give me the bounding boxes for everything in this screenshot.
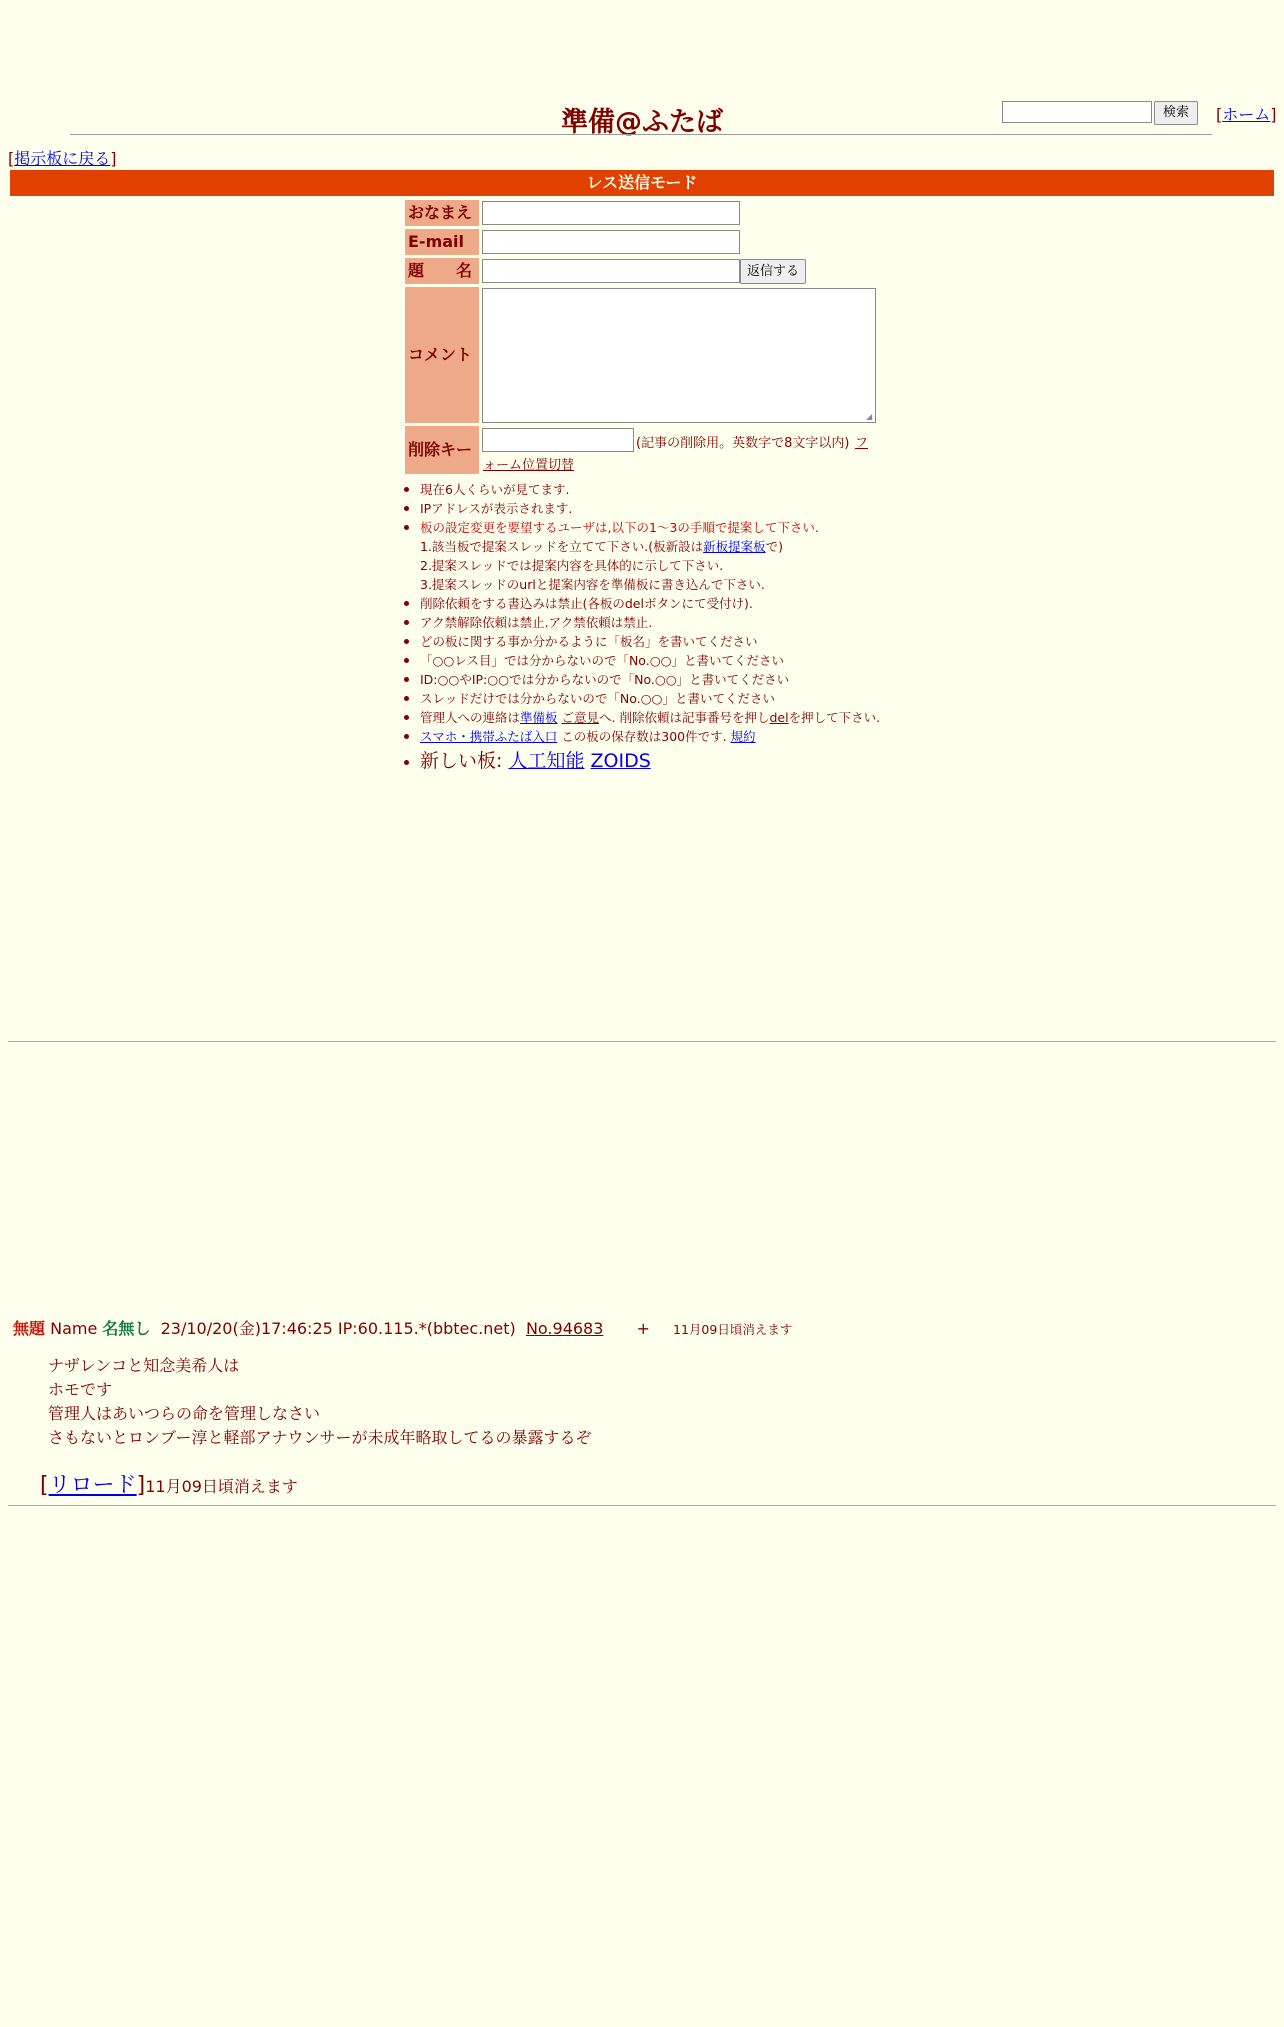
rule-text: 「○○レス目」では分からないので「No.○○」と書いてください (420, 653, 785, 668)
rule-text: 3.提案スレッドのurlと提案内容を準備板に書き込んで下さい. (420, 577, 765, 592)
list-item (404, 556, 880, 575)
bracket-close: ] (1270, 105, 1277, 124)
subject-label-b: 名 (456, 261, 475, 280)
bracket-close: ] (136, 1473, 146, 1498)
bracket-open: [ (40, 1473, 49, 1498)
rule-text: へ. 削除依頼は記事番号を押し (599, 710, 770, 725)
rule-text: 1.該当板で提案スレッドを立てて下さい.(板新設は (420, 539, 704, 554)
rule-text: 管理人への連絡は (420, 710, 521, 725)
reload-row (40, 1468, 298, 1499)
list-item (404, 575, 880, 594)
junbi-board-link[interactable]: 準備板 (520, 710, 558, 725)
form-position-toggle-link-cont[interactable]: ォーム位置切替 (483, 458, 575, 473)
bracket-open: [ (1216, 105, 1223, 124)
post-subject: 無題 (13, 1319, 46, 1338)
delete-key-label: 削除キー (405, 426, 479, 474)
list-item (404, 537, 880, 556)
resize-grip-icon[interactable]: ◢ (866, 412, 873, 421)
list-item (404, 499, 880, 518)
rule-text: ID:○○やIP:○○では分からないので「No.○○」と書いてください (420, 672, 790, 687)
subject-label-a: 題 (408, 261, 427, 280)
delete-key-note: (記事の削除用。英数字で8文字以内) (636, 436, 850, 451)
back-to-board-link[interactable]: 掲示板に戻る (14, 149, 111, 168)
list-item (404, 689, 880, 708)
site-title: 準備@ふたば (561, 107, 723, 138)
comment-label: コメント (405, 287, 479, 423)
section-divider (8, 1041, 1276, 1042)
post-line: さもないとロンブー淳と軽部アナウンサーが未成年略取してるの暴露するぞ (48, 1428, 592, 1447)
search-button[interactable]: 検索 (1154, 101, 1198, 125)
viewer-count: 現在6人くらいが見てます. (420, 482, 570, 497)
reply-button[interactable]: 返信する (740, 259, 806, 284)
board-rules-list (404, 480, 880, 774)
terms-link[interactable]: 規約 (730, 729, 756, 744)
title-divider (70, 134, 1212, 135)
home-link-wrap (1216, 102, 1277, 125)
list-item (404, 594, 880, 613)
new-board-proposal-link[interactable]: 新板提案板 (703, 539, 766, 554)
mobile-entrance-link[interactable]: スマホ・携帯ふたば入口 (420, 729, 558, 744)
list-item (404, 748, 880, 774)
post-line: ナザレンコと知念美希人は (48, 1356, 240, 1375)
post-line: ホモです (48, 1380, 113, 1399)
rule-text: どの板に関する事か分かるように「板名」を書いてください (420, 634, 758, 649)
post-number-link[interactable]: No.94683 (525, 1319, 604, 1338)
reload-link[interactable]: リロード (48, 1473, 137, 1498)
list-item (404, 670, 880, 689)
bracket-close: ] (110, 149, 117, 168)
del-word: del (769, 710, 789, 725)
post-body (48, 1354, 592, 1450)
back-link-wrap (8, 146, 117, 169)
rule-text: 板の設定変更を要望するユーザは,以下の1～3の手順で提案して下さい. (420, 520, 819, 535)
footer-expire: 11月09日頃消えます (145, 1477, 298, 1496)
rule-text: 削除依頼をする書込みは禁止(各板のdelボタンにて受付け). (420, 596, 753, 611)
search-input[interactable] (1002, 101, 1152, 123)
rule-text: で) (765, 539, 784, 554)
email-label: E-mail (405, 229, 479, 255)
list-item (404, 632, 880, 651)
email-field[interactable] (482, 230, 740, 254)
sodane-button[interactable]: + (636, 1319, 650, 1338)
post-datetime-ip: 23/10/20(金)17:46:25 IP:60.115.*(bbtec.net) (160, 1319, 516, 1338)
comment-textarea[interactable] (482, 288, 876, 423)
post-line: 管理人はあいつらの命を管理しなさい (48, 1404, 321, 1423)
rule-text: を押して下さい. (788, 710, 881, 725)
new-board-zoids-link[interactable]: ZOIDS (590, 750, 651, 772)
home-link[interactable]: ホーム (1222, 105, 1271, 124)
subject-field[interactable] (482, 259, 740, 283)
new-board-ai-link[interactable]: 人工知能 (508, 750, 585, 772)
subject-label (405, 258, 479, 284)
post-name-label: Name (50, 1319, 98, 1338)
name-field[interactable] (482, 201, 740, 225)
list-item (404, 651, 880, 670)
post-expire: 11月09日頃消えます (673, 1322, 793, 1337)
name-label: おなまえ (405, 200, 479, 226)
list-item (404, 480, 880, 499)
bracket-open: [ (8, 149, 15, 168)
delete-key-field[interactable] (482, 428, 634, 452)
post-header (13, 1316, 792, 1339)
list-item (404, 727, 880, 746)
form-position-toggle-link[interactable]: フ (855, 436, 869, 451)
rule-text: 2.提案スレッドでは提案内容を具体的に示して下さい. (420, 558, 724, 573)
rule-text: スレッドだけでは分からないので「No.○○」と書いてください (420, 691, 775, 706)
list-item (404, 613, 880, 632)
post-name: 名無し (102, 1319, 151, 1338)
list-item (404, 708, 880, 727)
section-divider (8, 1505, 1276, 1506)
rule-text: この板の保存数は300件です. (557, 729, 731, 744)
feedback-link[interactable]: ご意見 (561, 710, 600, 725)
rule-text: アク禁解除依頼は禁止.アク禁依頼は禁止. (420, 615, 653, 630)
list-item (404, 518, 880, 537)
new-boards-label: 新しい板: (420, 750, 509, 772)
rule-text: IPアドレスが表示されます. (420, 501, 573, 516)
reply-mode-bar: レス送信モード (10, 170, 1274, 196)
